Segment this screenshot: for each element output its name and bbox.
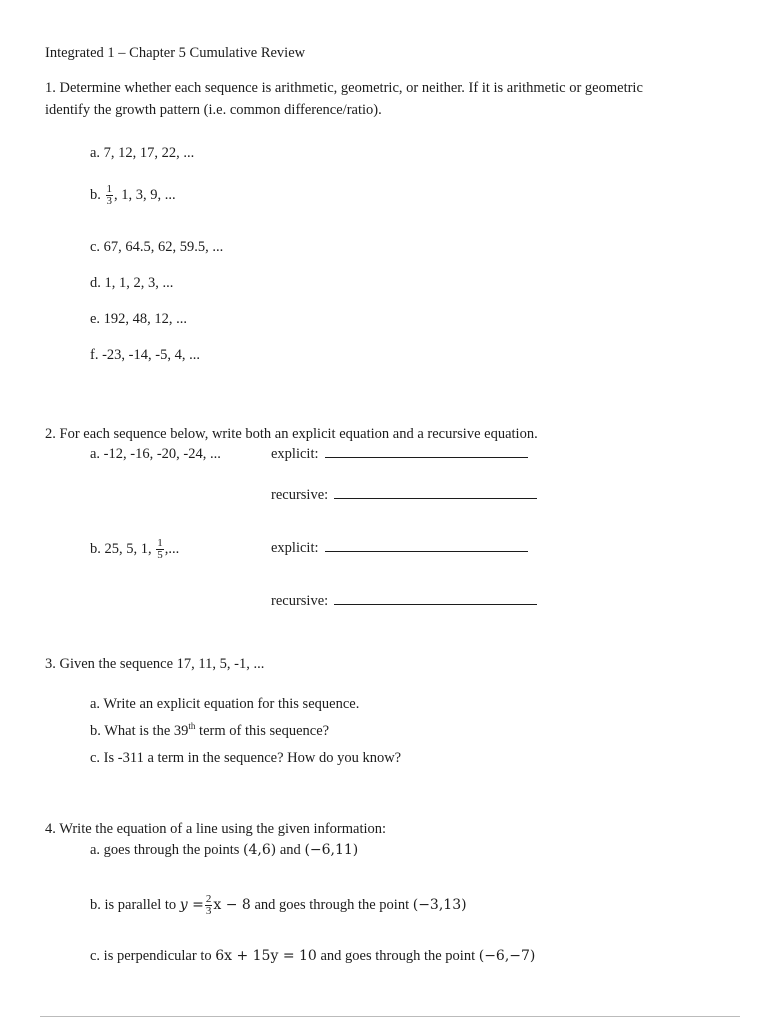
q4-prompt: 4. Write the equation of a line using the given information:: [45, 821, 387, 837]
point-1: (4,6): [243, 842, 277, 858]
answer-blank[interactable]: [325, 539, 528, 552]
q4-item-a: [90, 841, 358, 859]
q3-item-b-end: term of this sequence?: [195, 723, 330, 739]
q4-item-c-text2: and goes through the point: [320, 948, 476, 964]
q4-item-a-and: and: [279, 842, 301, 858]
q3-prompt: 3. Given the sequence 17, 11, 5, -1, ...: [45, 656, 265, 672]
answer-blank[interactable]: [334, 592, 537, 605]
fraction-denominator: 3: [106, 195, 112, 207]
q1-item-b-label: b.: [90, 186, 101, 203]
q2-item-b-fraction: [156, 538, 164, 561]
fraction-numerator: 1: [106, 183, 112, 195]
equation-rhs: x − 8: [213, 896, 251, 913]
q1-prompt-line1: 1. Determine whether each sequence is arithmetic, geometric, or neither. If it is arithmetic or geometric: [45, 80, 643, 96]
q3-item-c: c. Is -311 a term in the sequence? How do you know?: [90, 750, 402, 766]
point: (−6,−7): [478, 948, 536, 964]
q2-item-b-terms: b. 25, 5, 1,: [90, 540, 152, 557]
q4-item-b-text: b. is parallel to: [90, 896, 177, 913]
q2-item-a-recursive: [271, 486, 537, 504]
line-equation: 6x + 15y = 10: [215, 948, 317, 964]
q3-item-b: [90, 722, 329, 740]
q1-item-a: a. 7, 12, 17, 22, ...: [90, 145, 195, 161]
q4-item-a-text: a. goes through the points: [90, 842, 240, 858]
q1-item-c: c. 67, 64.5, 62, 59.5, ...: [90, 239, 224, 255]
fraction-numerator: 2: [205, 893, 212, 905]
q2-prompt: 2. For each sequence below, write both an explicit equation and a recursive equation.: [45, 426, 538, 442]
ordinal-suffix: th: [188, 721, 196, 732]
explicit-label: explicit:: [271, 540, 319, 556]
q2-item-a-sequence: a. -12, -16, -20, -24, ...: [90, 446, 221, 462]
fraction-denominator: 5: [157, 549, 163, 561]
q1-item-e: e. 192, 48, 12, ...: [90, 311, 188, 327]
q1-item-b: [90, 184, 176, 207]
q2-item-b-tail: ,...: [164, 540, 180, 557]
q4-item-b: [90, 894, 467, 917]
q1-item-b-rest: , 1, 3, 9, ...: [114, 186, 176, 203]
q1-item-d: d. 1, 1, 2, 3, ...: [90, 275, 174, 291]
q4-item-c-text: c. is perpendicular to: [90, 948, 212, 964]
q1-item-f: f. -23, -14, -5, 4, ...: [90, 347, 200, 363]
fraction-numerator: 1: [157, 537, 163, 549]
fraction-denominator: 3: [205, 905, 212, 917]
q4-item-c: [90, 947, 535, 965]
equation-lhs-text: y =: [179, 896, 204, 913]
q3-item-a: a. Write an explicit equation for this sequence.: [90, 696, 360, 712]
q3-item-b-start: b. What is the 39: [90, 723, 189, 739]
page-bottom-edge: [40, 1016, 740, 1017]
point-2: (−6,11): [304, 842, 359, 858]
recursive-label: recursive:: [271, 593, 329, 609]
slope-fraction: [205, 894, 213, 917]
answer-blank[interactable]: [334, 486, 537, 499]
q2-item-b-sequence: [90, 538, 179, 561]
recursive-label: recursive:: [271, 487, 329, 503]
page-title: Integrated 1 – Chapter 5 Cumulative Review: [45, 45, 306, 61]
q2-item-b-explicit: [271, 539, 528, 557]
equation-lhs: [180, 897, 204, 913]
q1-item-b-fraction: [106, 184, 114, 207]
explicit-label: explicit:: [271, 446, 319, 462]
q1-prompt-line2: identify the growth pattern (i.e. common difference/ratio).: [45, 102, 382, 118]
q2-item-a-explicit: [271, 445, 528, 463]
q4-item-b-text2: and goes through the point: [254, 896, 410, 913]
q2-item-b-recursive: [271, 592, 537, 610]
point: (−3,13): [412, 896, 467, 913]
answer-blank[interactable]: [325, 445, 528, 458]
